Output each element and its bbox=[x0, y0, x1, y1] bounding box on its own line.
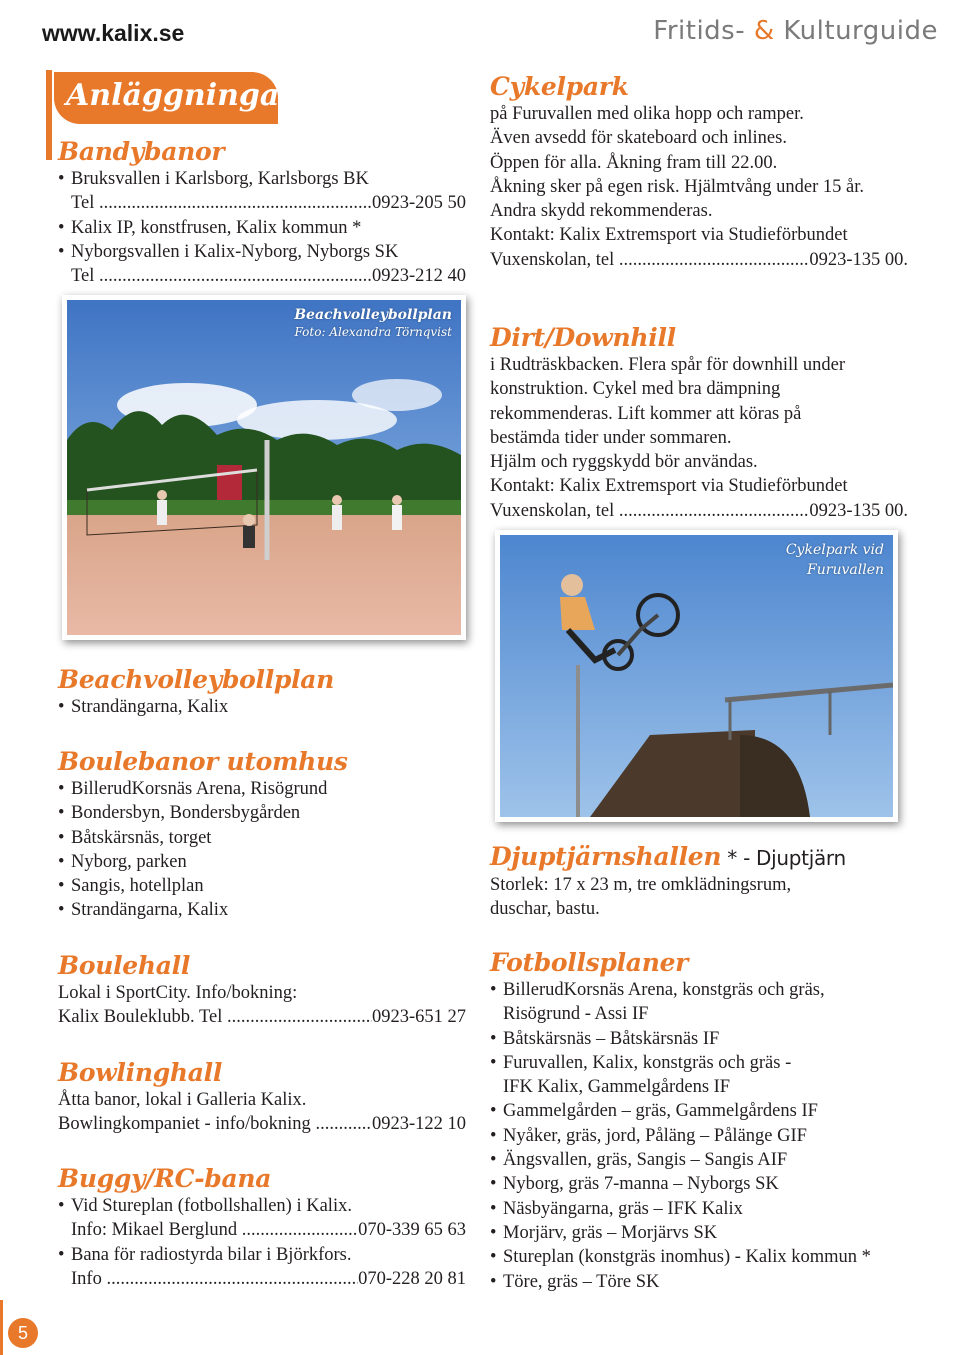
guide-title-part2: Kulturguide bbox=[783, 16, 938, 46]
list-item: • Nyborg, parken bbox=[58, 850, 466, 874]
fotboll-section bbox=[490, 948, 910, 1294]
tel-value: 0923-135 00. bbox=[809, 249, 908, 270]
buggy-list-2 bbox=[58, 1243, 466, 1267]
item-cont: Risögrund - Assi IF bbox=[503, 1004, 649, 1025]
list-item: • Näsbyängarna, gräs – IFK Kalix bbox=[490, 1197, 910, 1221]
info-value: 070-339 65 63 bbox=[358, 1220, 466, 1241]
text-line: duschar, bastu. bbox=[490, 899, 600, 920]
tel-value: 0923-122 10 bbox=[371, 1114, 466, 1135]
tel-label: Tel ..... bbox=[71, 191, 372, 215]
tel-value: 0923-212 40 bbox=[371, 266, 466, 287]
boulehall-line: Lokal i SportCity. Info/bokning: bbox=[58, 983, 298, 1003]
fotboll-title: Fotbollsplaner bbox=[490, 948, 689, 977]
buggy-title: Buggy/RC-bana bbox=[58, 1164, 272, 1193]
bandy-tel-1 bbox=[58, 191, 466, 215]
banner-title: Anläggningar bbox=[66, 78, 296, 113]
bowling-tel bbox=[58, 1112, 466, 1136]
list-item: • Nyborg, gräs 7-manna – Nyborgs SK bbox=[490, 1172, 910, 1196]
boule-outdoor-section bbox=[58, 747, 466, 923]
text-line: Storlek: 17 x 23 m, tre omklädningsrum, bbox=[490, 875, 792, 895]
text-line: Kontakt: Kalix Extremsport via Studieförbundet bbox=[490, 476, 848, 497]
text-line: på Furuvallen med olika hopp och ramper. bbox=[490, 104, 804, 124]
text-line: Kontakt: Kalix Extremsport via Studieförbundet bbox=[490, 225, 848, 246]
beachvolley-caption bbox=[294, 307, 452, 341]
tel-label: Tel ..... bbox=[71, 264, 372, 288]
list-item: • Vid Stureplan (fotbollshallen) i Kalix. bbox=[58, 1194, 466, 1218]
tel-value: 0923-135 00. bbox=[809, 500, 908, 521]
tel-label: Vuxenskolan, tel ..... bbox=[490, 499, 809, 523]
dirt-title: Dirt/Downhill bbox=[490, 323, 676, 352]
caption-credit: Foto: Alexandra Törnqvist bbox=[294, 325, 452, 339]
list-item: • Bana för radiostyrda bilar i Björkfors. bbox=[58, 1243, 466, 1267]
list-item: • Kalix IP, konstfrusen, Kalix kommun * bbox=[58, 216, 466, 240]
info-label: Info ..... bbox=[71, 1267, 358, 1291]
page-edge-bar bbox=[0, 1300, 3, 1355]
text-line: Öppen för alla. Åkning fram till 22.00. bbox=[490, 152, 778, 173]
list-item: • Nyåker, gräs, jord, Påläng – Pålänge GIF bbox=[490, 1124, 910, 1148]
text-line: Andra skydd rekommenderas. bbox=[490, 201, 713, 222]
boulehall-tel bbox=[58, 1005, 466, 1029]
bandy-list-2 bbox=[58, 216, 466, 265]
boulehall-section bbox=[58, 951, 466, 1030]
guide-title-amp: & bbox=[753, 16, 775, 46]
caption-line: Cykelpark vid bbox=[785, 542, 884, 558]
buggy-list bbox=[58, 1194, 466, 1218]
item-text: Furuvallen, Kalix, konstgräs och gräs - bbox=[503, 1052, 792, 1073]
info-value: 070-228 20 81 bbox=[358, 1268, 466, 1289]
guide-title-part1: Fritids- bbox=[653, 16, 746, 46]
list-item: • BillerudKorsnäs Arena, Risögrund bbox=[58, 777, 466, 801]
boulehall-title: Boulehall bbox=[58, 951, 191, 980]
section-banner bbox=[46, 72, 296, 124]
list-item: • Töre, gräs – Töre SK bbox=[490, 1270, 910, 1294]
beach-title: Beachvolleybollplan bbox=[58, 665, 335, 694]
caption-title: Beachvolleybollplan bbox=[294, 307, 452, 323]
list-item: • Strandängarna, Kalix bbox=[58, 898, 466, 922]
list-item: • Stureplan (konstgräs inomhus) - Kalix kommun * bbox=[490, 1245, 910, 1269]
dirt-section bbox=[490, 323, 910, 523]
buggy-info-2 bbox=[58, 1267, 466, 1291]
cykelpark-tel bbox=[490, 248, 908, 272]
djup-title-main: Djuptjärnshallen bbox=[490, 842, 722, 871]
list-item bbox=[490, 1051, 910, 1100]
guide-title bbox=[653, 16, 938, 46]
text-line: i Rudträskbacken. Flera spår för downhill under bbox=[490, 355, 846, 375]
dirt-tel bbox=[490, 499, 908, 523]
info-label: Info: Mikael Berglund ..... bbox=[71, 1218, 358, 1242]
list-item bbox=[490, 978, 910, 1027]
text-line: konstruktion. Cykel med bra dämpning bbox=[490, 379, 781, 400]
buggy-section bbox=[58, 1164, 466, 1291]
tel-value: 0923-205 50 bbox=[371, 193, 466, 214]
bowling-section bbox=[58, 1058, 466, 1137]
boule-outdoor-list bbox=[58, 777, 466, 923]
beach-section bbox=[58, 665, 466, 719]
text-line: Även avsedd för skateboard och inlines. bbox=[490, 128, 787, 149]
text-line: bestämda tider under sommaren. bbox=[490, 427, 732, 448]
bandy-tel-2 bbox=[58, 264, 466, 288]
list-item: • Ängsvallen, gräs, Sangis – Sangis AIF bbox=[490, 1148, 910, 1172]
bike-caption bbox=[786, 540, 884, 580]
list-item: • Sangis, hotellplan bbox=[58, 874, 466, 898]
bowling-line: Åtta banor, lokal i Galleria Kalix. bbox=[58, 1090, 307, 1110]
list-item: • Båtskärsnäs – Båtskärsnäs IF bbox=[490, 1027, 910, 1051]
text-line: Åkning sker på egen risk. Hjälmtvång under 15 år. bbox=[490, 176, 865, 197]
banner-line bbox=[46, 70, 52, 160]
boule-outdoor-title: Boulebanor utomhus bbox=[58, 747, 348, 776]
site-url[interactable]: www.kalix.se bbox=[42, 20, 185, 46]
tel-label: Vuxenskolan, tel ..... bbox=[490, 248, 809, 272]
cykelpark-section bbox=[490, 72, 910, 272]
beachvolley-photo bbox=[62, 295, 466, 640]
list-item: • Båtskärsnäs, torget bbox=[58, 826, 466, 850]
list-item: • Nyborgsvallen i Kalix-Nyborg, Nyborgs SK bbox=[58, 240, 466, 264]
bike-photo bbox=[495, 530, 898, 822]
list-item: • Morjärv, gräs – Morjärvs SK bbox=[490, 1221, 910, 1245]
text-line: Hjälm och ryggskydd bör användas. bbox=[490, 452, 758, 473]
buggy-info-1 bbox=[58, 1218, 466, 1242]
list-item: • Bondersbyn, Bondersbygården bbox=[58, 801, 466, 825]
bandy-section bbox=[58, 137, 466, 288]
list-item: • Gammelgården – gräs, Gammelgårdens IF bbox=[490, 1099, 910, 1123]
list-item: • Bruksvallen i Karlsborg, Karlsborgs BK bbox=[58, 167, 466, 191]
tel-label: Kalix Bouleklubb. Tel ..... bbox=[58, 1005, 372, 1029]
fotboll-list bbox=[490, 978, 910, 1294]
tel-label: Bowlingkompaniet - info/bokning ..... bbox=[58, 1112, 372, 1136]
beach-list bbox=[58, 695, 466, 719]
djup-title-suffix: * - Djuptjärn bbox=[721, 846, 846, 870]
bandy-list bbox=[58, 167, 466, 191]
list-item: • Strandängarna, Kalix bbox=[58, 695, 466, 719]
item-cont: IFK Kalix, Gammelgårdens IF bbox=[503, 1077, 731, 1098]
tel-value: 0923-651 27 bbox=[371, 1007, 466, 1028]
bandy-title: Bandybanor bbox=[58, 137, 225, 166]
cykelpark-title: Cykelpark bbox=[490, 72, 629, 101]
item-text: BillerudKorsnäs Arena, konstgräs och gräs, bbox=[503, 980, 825, 1000]
text-line: rekommenderas. Lift kommer att köras på bbox=[490, 403, 802, 424]
djup-title bbox=[490, 842, 910, 873]
beachvolley-image bbox=[67, 300, 461, 635]
caption-line: Furuvallen bbox=[807, 562, 884, 578]
bowling-title: Bowlinghall bbox=[58, 1058, 223, 1087]
djup-section bbox=[490, 842, 910, 922]
page-number: 5 bbox=[8, 1318, 38, 1348]
